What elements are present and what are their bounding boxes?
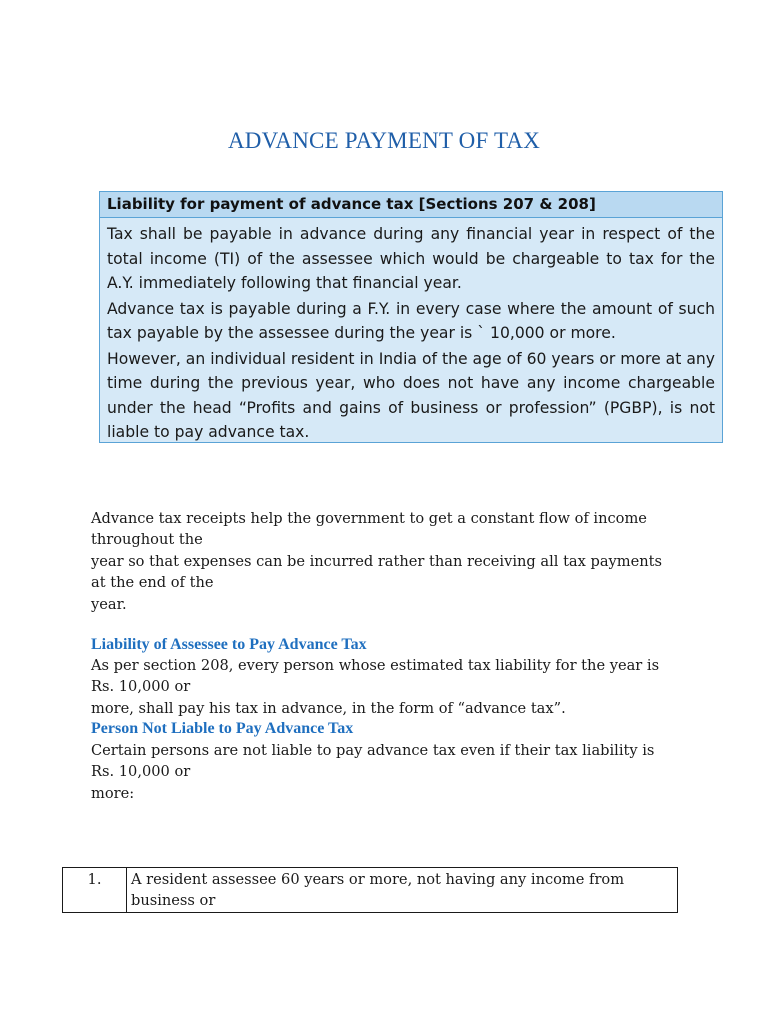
not-liable-section-paragraph bbox=[91, 740, 681, 804]
text-line: year so that expenses can be incurred rather than receiving all tax payments bbox=[91, 552, 663, 570]
liability-section-heading: Liability of Assessee to Pay Advance Tax bbox=[91, 636, 367, 653]
text-line: at the end of the bbox=[91, 574, 214, 592]
liability-paragraph: Advance tax is payable during a F.Y. in every case where the amount of such tax payable by the assessee during the year is ` 10,000 or more. bbox=[107, 299, 715, 342]
liability-paragraph: Tax shall be payable in advance during any financial year in respect of the total income (TI) of the assessee which would be chargeable to tax for the A.Y. immediately following that financial year. bbox=[107, 225, 715, 292]
liability-section-paragraph bbox=[91, 655, 681, 719]
row-description bbox=[127, 868, 678, 913]
text-line: A resident assessee 60 years or more, not having any income from bbox=[131, 871, 625, 888]
liability-box-header: Liability for payment of advance tax [Sections 207 & 208] bbox=[100, 192, 722, 218]
text-line: throughout the bbox=[91, 531, 203, 549]
text-line: Rs. 10,000 or bbox=[91, 678, 191, 696]
text-line: more: bbox=[91, 784, 135, 802]
text-line: As per section 208, every person whose estimated tax liability for the year is bbox=[91, 657, 660, 674]
text-line: more, shall pay his tax in advance, in the form of “advance tax”. bbox=[91, 699, 566, 717]
not-liable-section-heading: Person Not Liable to Pay Advance Tax bbox=[91, 720, 354, 737]
liability-paragraph: However, an individual resident in India of the age of 60 years or more at any time during the previous year, who does not have any income chargeable under the head “Profits and gains of business or profession” (PGBP), is not liable to pay advance tax. bbox=[107, 349, 715, 441]
text-line: year. bbox=[91, 595, 127, 613]
persons-not-liable-table bbox=[62, 867, 678, 913]
text-line: Advance tax receipts help the government to get a constant flow of income bbox=[91, 510, 647, 527]
text-line: business or bbox=[131, 892, 216, 909]
intro-paragraph bbox=[91, 508, 681, 615]
liability-box bbox=[99, 191, 723, 443]
table-row bbox=[63, 868, 678, 913]
text-line: Rs. 10,000 or bbox=[91, 763, 191, 781]
row-number: 1. bbox=[63, 868, 127, 913]
page-title: ADVANCE PAYMENT OF TAX bbox=[227, 128, 541, 153]
liability-box-body bbox=[100, 218, 722, 445]
text-line: Certain persons are not liable to pay advance tax even if their tax liability is bbox=[91, 742, 655, 759]
